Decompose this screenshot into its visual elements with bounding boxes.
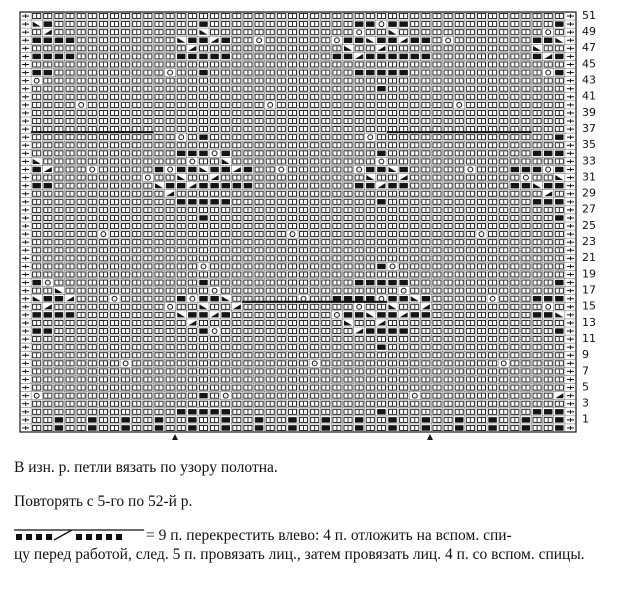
purl-stitch: [199, 199, 208, 204]
purl-stitch: [555, 296, 564, 301]
purl-stitch: [155, 417, 164, 422]
purl-stitch: [522, 425, 531, 430]
purl-stitch: [32, 183, 41, 188]
purl-stitch: [544, 312, 553, 317]
purl-stitch: [55, 417, 64, 422]
purl-stitch: [377, 409, 386, 414]
purl-stitch: [355, 183, 364, 188]
purl-stitch: [44, 328, 53, 333]
purl-stitch: [366, 296, 375, 301]
purl-stitch: [555, 183, 564, 188]
purl-stitch: [44, 54, 53, 59]
purl-stitch: [333, 54, 342, 59]
purl-stitch: [199, 280, 208, 285]
purl-stitch: [44, 21, 53, 26]
purl-stitch: [555, 328, 564, 333]
purl-stitch: [255, 425, 264, 430]
purl-stitch: [199, 312, 208, 317]
purl-stitch: [377, 312, 386, 317]
purl-stitch: [155, 425, 164, 430]
purl-stitch: [199, 296, 208, 301]
purl-stitch: [210, 296, 219, 301]
purl-stitch: [221, 312, 230, 317]
purl-stitch: [388, 21, 397, 26]
purl-stitch: [44, 296, 53, 301]
purl-stitch: [511, 167, 520, 172]
purl-stitch: [233, 183, 242, 188]
purl-stitch: [377, 86, 386, 91]
purl-stitch: [422, 38, 431, 43]
purl-stitch: [422, 417, 431, 422]
purl-stitch: [199, 134, 208, 139]
purl-stitch: [322, 417, 331, 422]
purl-stitch: [32, 280, 41, 285]
purl-stitch: [55, 312, 64, 317]
purl-stitch: [533, 199, 542, 204]
purl-stitch: [555, 21, 564, 26]
purl-stitch: [44, 70, 53, 75]
purl-stitch: [555, 417, 564, 422]
purl-stitch: [399, 183, 408, 188]
purl-stitch: [188, 199, 197, 204]
purl-stitch: [399, 296, 408, 301]
purl-stitch: [377, 54, 386, 59]
purl-stitch: [533, 409, 542, 414]
purl-stitch: [388, 417, 397, 422]
purl-stitch: [210, 409, 219, 414]
purl-stitch: [366, 328, 375, 333]
purl-stitch: [355, 312, 364, 317]
purl-stitch: [177, 167, 186, 172]
purl-stitch: [66, 38, 75, 43]
purl-stitch: [455, 425, 464, 430]
purl-stitch: [488, 425, 497, 430]
purl-stitch: [188, 151, 197, 156]
purl-stitch: [221, 417, 230, 422]
purl-stitch: [522, 183, 531, 188]
purl-stitch: [199, 215, 208, 220]
purl-stitch: [32, 312, 41, 317]
purl-stitch: [377, 151, 386, 156]
purl-stitch: [388, 70, 397, 75]
purl-stitch: [422, 425, 431, 430]
purl-stitch: [555, 134, 564, 139]
purl-stitch: [422, 312, 431, 317]
purl-stitch: [121, 425, 130, 430]
purl-stitch: [188, 38, 197, 43]
purl-stitch: [377, 167, 386, 172]
purl-stitch: [377, 328, 386, 333]
purl-stitch: [199, 54, 208, 59]
purl-stitch: [555, 409, 564, 414]
purl-stitch: [355, 70, 364, 75]
purl-stitch: [188, 54, 197, 59]
purl-stitch: [44, 312, 53, 317]
purl-stitch: [411, 38, 420, 43]
purl-stitch: [388, 296, 397, 301]
purl-stitch: [210, 167, 219, 172]
purl-stitch: [555, 425, 564, 430]
purl-stitch: [44, 183, 53, 188]
purl-stitch: [32, 167, 41, 172]
purl-stitch: [210, 199, 219, 204]
purl-stitch: [244, 183, 253, 188]
purl-stitch: [177, 183, 186, 188]
purl-stitch: [377, 264, 386, 269]
purl-stitch: [210, 54, 219, 59]
purl-stitch: [355, 425, 364, 430]
purl-stitch: [55, 54, 64, 59]
purl-stitch: [533, 296, 542, 301]
purl-stitch: [55, 38, 64, 43]
purl-stitch: [377, 38, 386, 43]
purl-stitch: [288, 425, 297, 430]
purl-stitch: [221, 183, 230, 188]
purl-stitch: [288, 417, 297, 422]
purl-stitch: [422, 296, 431, 301]
purl-stitch: [177, 151, 186, 156]
purl-stitch: [388, 312, 397, 317]
purl-stitch: [355, 417, 364, 422]
purl-stitch: [355, 21, 364, 26]
purl-stitch: [177, 409, 186, 414]
purl-stitch: [55, 296, 64, 301]
purl-stitch: [32, 328, 41, 333]
purl-stitch: [555, 151, 564, 156]
purl-stitch: [355, 280, 364, 285]
purl-stitch: [388, 280, 397, 285]
purl-stitch: [533, 38, 542, 43]
purl-stitch: [221, 199, 230, 204]
purl-stitch: [377, 280, 386, 285]
purl-stitch: [377, 344, 386, 349]
purl-stitch: [155, 167, 164, 172]
purl-stitch: [399, 54, 408, 59]
purl-stitch: [411, 54, 420, 59]
purl-stitch: [355, 38, 364, 43]
purl-stitch: [399, 280, 408, 285]
purl-stitch: [344, 54, 353, 59]
purl-stitch: [522, 417, 531, 422]
purl-stitch: [555, 215, 564, 220]
purl-stitch: [555, 54, 564, 59]
purl-stitch: [44, 38, 53, 43]
purl-stitch: [221, 167, 230, 172]
purl-stitch: [355, 296, 364, 301]
purl-stitch: [377, 70, 386, 75]
purl-stitch: [533, 151, 542, 156]
purl-stitch: [366, 54, 375, 59]
purl-stitch: [366, 183, 375, 188]
purl-stitch: [322, 425, 331, 430]
purl-stitch: [188, 312, 197, 317]
purl-stitch: [88, 417, 97, 422]
purl-stitch: [121, 417, 130, 422]
purl-stitch: [55, 425, 64, 430]
purl-stitch: [555, 70, 564, 75]
purl-stitch: [188, 417, 197, 422]
purl-stitch: [399, 167, 408, 172]
purl-stitch: [399, 70, 408, 75]
purl-stitch: [244, 167, 253, 172]
purl-stitch: [177, 199, 186, 204]
purl-stitch: [388, 183, 397, 188]
purl-stitch: [533, 312, 542, 317]
purl-stitch: [199, 21, 208, 26]
purl-stitch: [455, 417, 464, 422]
purl-stitch: [366, 21, 375, 26]
purl-stitch: [199, 70, 208, 75]
purl-stitch: [188, 167, 197, 172]
purl-stitch: [177, 54, 186, 59]
purl-stitch: [511, 183, 520, 188]
purl-stitch: [411, 312, 420, 317]
purl-stitch: [199, 38, 208, 43]
purl-stitch: [544, 151, 553, 156]
purl-stitch: [66, 54, 75, 59]
purl-stitch: [488, 417, 497, 422]
purl-stitch: [199, 151, 208, 156]
purl-stitch: [388, 38, 397, 43]
purl-stitch: [533, 167, 542, 172]
purl-stitch: [199, 409, 208, 414]
purl-stitch: [344, 296, 353, 301]
purl-stitch: [544, 183, 553, 188]
purl-stitch: [88, 425, 97, 430]
purl-stitch: [366, 167, 375, 172]
purl-stitch: [522, 167, 531, 172]
purl-stitch: [399, 21, 408, 26]
purl-stitch: [199, 183, 208, 188]
purl-stitch: [221, 409, 230, 414]
purl-stitch: [544, 199, 553, 204]
purl-stitch: [555, 167, 564, 172]
purl-stitch: [366, 280, 375, 285]
purl-stitch: [555, 199, 564, 204]
purl-stitch: [210, 183, 219, 188]
purl-stitch: [255, 417, 264, 422]
purl-stitch: [188, 425, 197, 430]
purl-stitch: [221, 54, 230, 59]
purl-stitch: [544, 409, 553, 414]
purl-stitch: [32, 54, 41, 59]
purl-stitch: [366, 70, 375, 75]
purl-stitch: [333, 296, 342, 301]
purl-stitch: [199, 328, 208, 333]
purl-stitch: [544, 296, 553, 301]
purl-stitch: [199, 393, 208, 398]
purl-stitch: [221, 38, 230, 43]
purl-stitch: [555, 280, 564, 285]
purl-stitch: [344, 312, 353, 317]
purl-stitch: [422, 54, 431, 59]
purl-stitch: [221, 425, 230, 430]
purl-stitch: [344, 38, 353, 43]
purl-stitch: [177, 296, 186, 301]
purl-stitch: [32, 70, 41, 75]
purl-stitch: [388, 425, 397, 430]
purl-stitch: [388, 328, 397, 333]
purl-stitch: [388, 54, 397, 59]
purl-stitch: [533, 54, 542, 59]
purl-stitch: [399, 328, 408, 333]
purl-stitch: [32, 38, 41, 43]
purl-stitch: [377, 199, 386, 204]
purl-stitch: [66, 312, 75, 317]
purl-stitch: [188, 409, 197, 414]
purl-stitch: [166, 183, 175, 188]
purl-stitch: [544, 38, 553, 43]
purl-stitch: [221, 151, 230, 156]
